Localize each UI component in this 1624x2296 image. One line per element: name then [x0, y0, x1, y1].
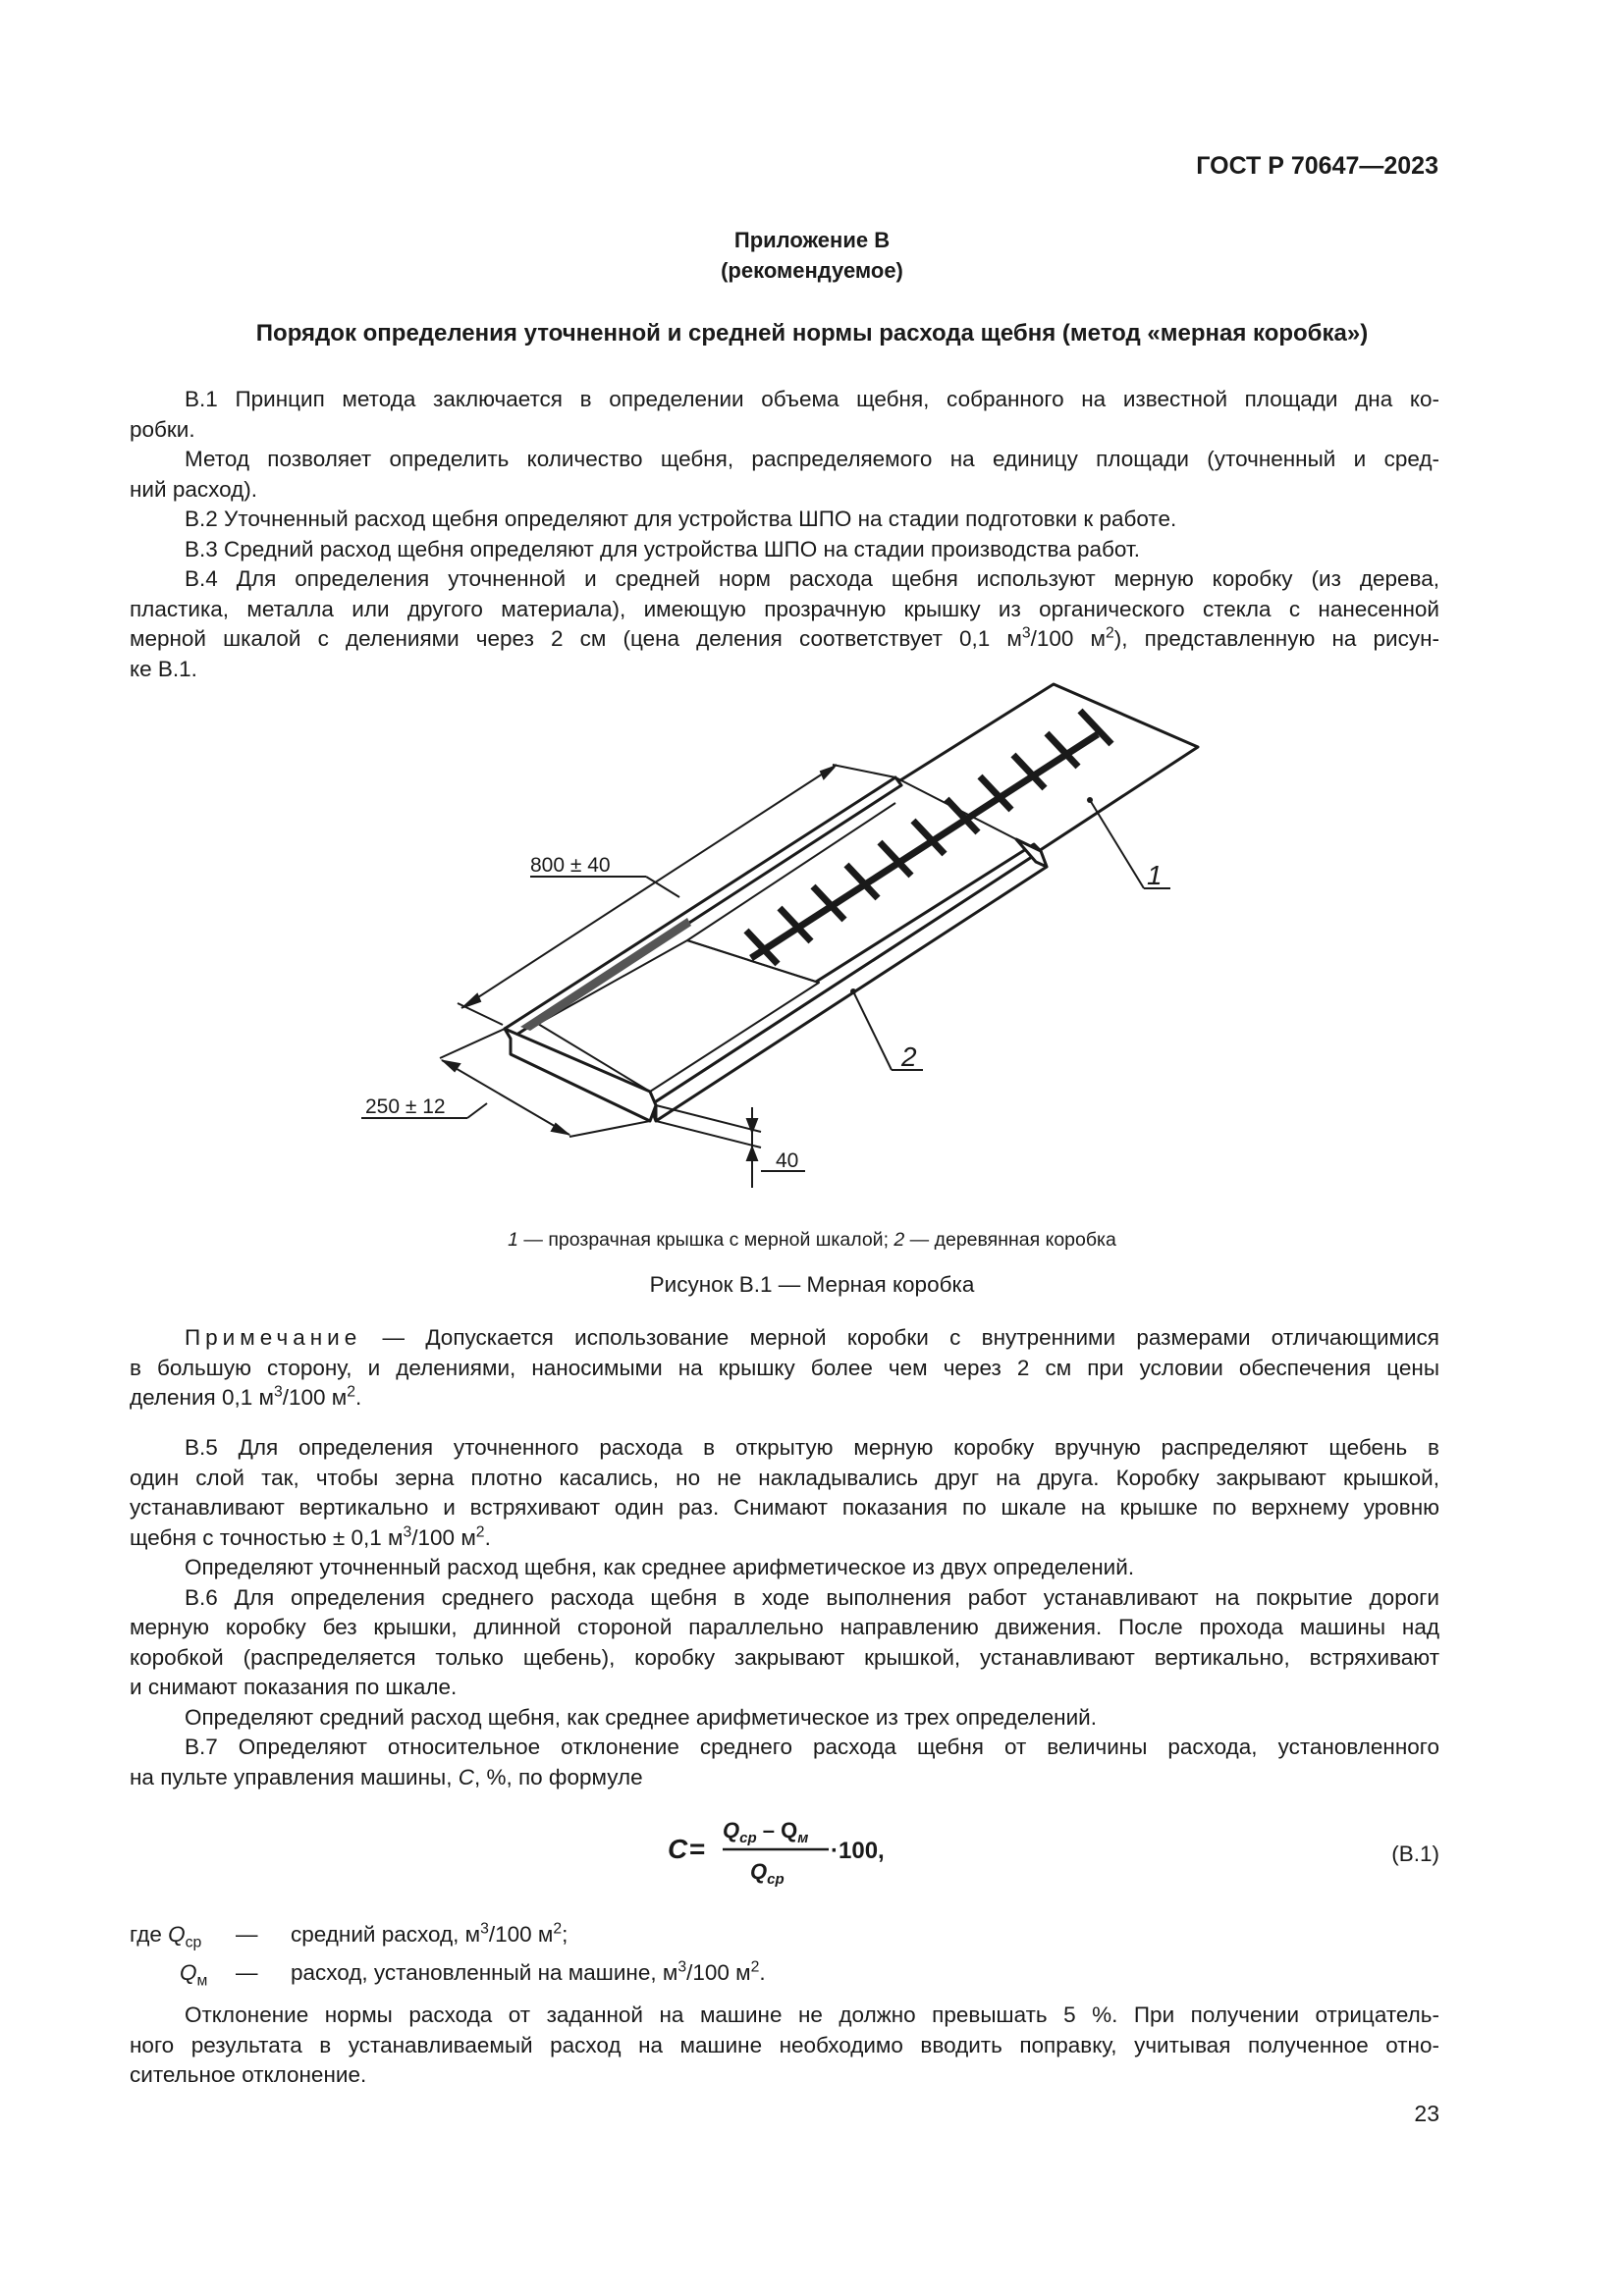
formula-denominator: $Q_{ср}$ — [750, 1859, 785, 1888]
page-number: 23 — [1414, 2101, 1439, 2126]
paragraph-b2: В.2 Уточненный расход щебня определяют для устройства ШПО на стадии подготовки к работе. — [185, 507, 1177, 531]
paragraph-b6-line1: В.6 Для определения среднего расхода щебня в ходе выполнения работ устанавливают на покрытие дороги — [185, 1584, 1439, 1610]
paragraph-b7-line1: В.7 Определяют относительное отклонение среднего расхода щебня от величины расхода, установленного — [185, 1735, 1439, 1759]
paragraph-b4-line2: пластика, металла или другого материала), имеющую прозрачную крышку из органического стекла с нанесенной — [130, 596, 1439, 621]
paragraph-b4-line3: мерной шкалой с делениями через 2 см (цена деления соответствует 0,1 $м^3/100$ $м^2$), представленную на рисун- — [130, 624, 1440, 651]
formula-number: (В.1) — [1391, 1842, 1439, 1866]
paragraph-method-line1: Метод позволяет определить количество щебня, распределяемого на единицу площади (уточненный и сред- — [185, 447, 1439, 471]
where-row-2: $Q_м$ — [180, 1960, 208, 1990]
paragraph-b5-line2: один слой так, чтобы зерна плотно касались, но не накладывались друг на друга. Коробку закрывают крышкой, — [130, 1465, 1439, 1490]
note-line1: Примечание — Допускается использование мерной коробки с внутренними размерами отличающимися — [185, 1325, 1439, 1350]
paragraph-b1-line1: В.1 Принцип метода заключается в определении объема щебня, собранного на известной площади дна ко- — [185, 387, 1439, 411]
formula-eq: = — [689, 1834, 706, 1864]
where-desc-2: расход, установленный на машине, $м^3/100$ $м^2$. — [291, 1958, 766, 1985]
where-dash-1: — — [236, 1922, 258, 1947]
note-label: Примечание — [185, 1325, 362, 1350]
paragraph-b1-line2: робки. — [130, 416, 195, 442]
note-block — [130, 1323, 1439, 1414]
final-line3: сительное отклонение. — [130, 2062, 367, 2087]
dim-height-label: 40 — [776, 1149, 799, 1172]
paragraph-b5-line4: щебня с точностью ± 0,1 $м^3/100$ $м^2$. — [130, 1523, 491, 1550]
paragraph-b5-line3: устанавливают вертикально и встряхивают один раз. Снимают показания по шкале на крышке по верхнему уровню — [130, 1495, 1439, 1520]
final-line1: Отклонение нормы расхода от заданной на машине не должно превышать 5 %. При получении отрицатель- — [185, 2002, 1439, 2027]
formula-numerator: $Q_{ср} - Q_м$ — [723, 1818, 809, 1846]
paragraph-b4-line4: ке В.1. — [130, 656, 197, 681]
paragraph-avg2: Определяют уточненный расход щебня, как среднее арифметическое из двух определений. — [185, 1555, 1135, 1579]
where-dash-2: — — [236, 1960, 258, 1985]
paragraph-b4-line1: В.4 Для определения уточненной и средней норм расхода щебня используют мерную коробку (из дерева, — [185, 566, 1439, 591]
appendix-title: Приложение В — [733, 228, 891, 252]
paragraph-method-line2: ний расход). — [130, 476, 257, 502]
paragraph-b6-line2: мерную коробку без крышки, длинной стороной параллельно направлению движения. После прохода машины над — [130, 1615, 1439, 1639]
appendix-subtitle: (рекомендуемое) — [721, 258, 903, 283]
note-line2: в большую сторону, и делениями, наносимыми на крышку более чем через 2 см при условии обеспечения цены — [130, 1355, 1439, 1380]
figure-caption: 1 — прозрачная крышка с мерной шкалой; 2 — деревянная коробка — [508, 1229, 1116, 1251]
paragraph-b3: В.3 Средний расход щебня определяют для устройства ШПО на стадии производства работ. — [185, 536, 1140, 561]
paragraph-b7-line2: на пульте управления машины, С, %, по формуле — [130, 1764, 643, 1789]
figure-title: Рисунок В.1 — Мерная коробка — [649, 1272, 975, 1297]
formula-lhs: C — [668, 1834, 688, 1864]
paragraph-b6-line4: и снимают показания по шкале. — [130, 1675, 458, 1699]
body-paragraphs — [130, 1433, 1439, 1792]
dim-length-label: 800 ± 40 — [530, 854, 611, 877]
callout-1: 1 — [1147, 860, 1163, 890]
formula — [648, 1804, 943, 1895]
callout-2: 2 — [901, 1041, 917, 1072]
formula-tail: ·100, — [831, 1838, 885, 1864]
paragraph-b5-line1: В.5 Для определения уточненного расхода в открытую мерную коробку вручную распределяют щебень в — [185, 1435, 1439, 1460]
paragraph-avg3: Определяют средний расход щебня, как среднее арифметическое из трех определений. — [185, 1704, 1097, 1730]
note-line3: деления 0,1 $м^3/100$ $м^2$. — [130, 1383, 362, 1410]
where-desc-1: средний расход, $м^3/100$ $м^2$; — [291, 1920, 568, 1947]
where-row-1: где $Q_{ср}$ — [130, 1922, 202, 1951]
dim-width-label: 250 ± 12 — [365, 1095, 446, 1118]
paragraph-b6-line3: коробкой (распределяется только щебень), коробку закрывают крышкой, устанавливают вертикально, встряхивают — [130, 1644, 1439, 1670]
section-title: Порядок определения уточненной и средней нормы расхода щебня (метод «мерная коробка») — [255, 320, 1369, 347]
final-paragraph — [130, 2001, 1439, 2091]
document-code: ГОСТ Р 70647—2023 — [1196, 152, 1438, 180]
final-line2: ного результата в устанавливаемый расход на машине необходимо вводить поправку, учитывая полученное отно- — [130, 2032, 1439, 2057]
